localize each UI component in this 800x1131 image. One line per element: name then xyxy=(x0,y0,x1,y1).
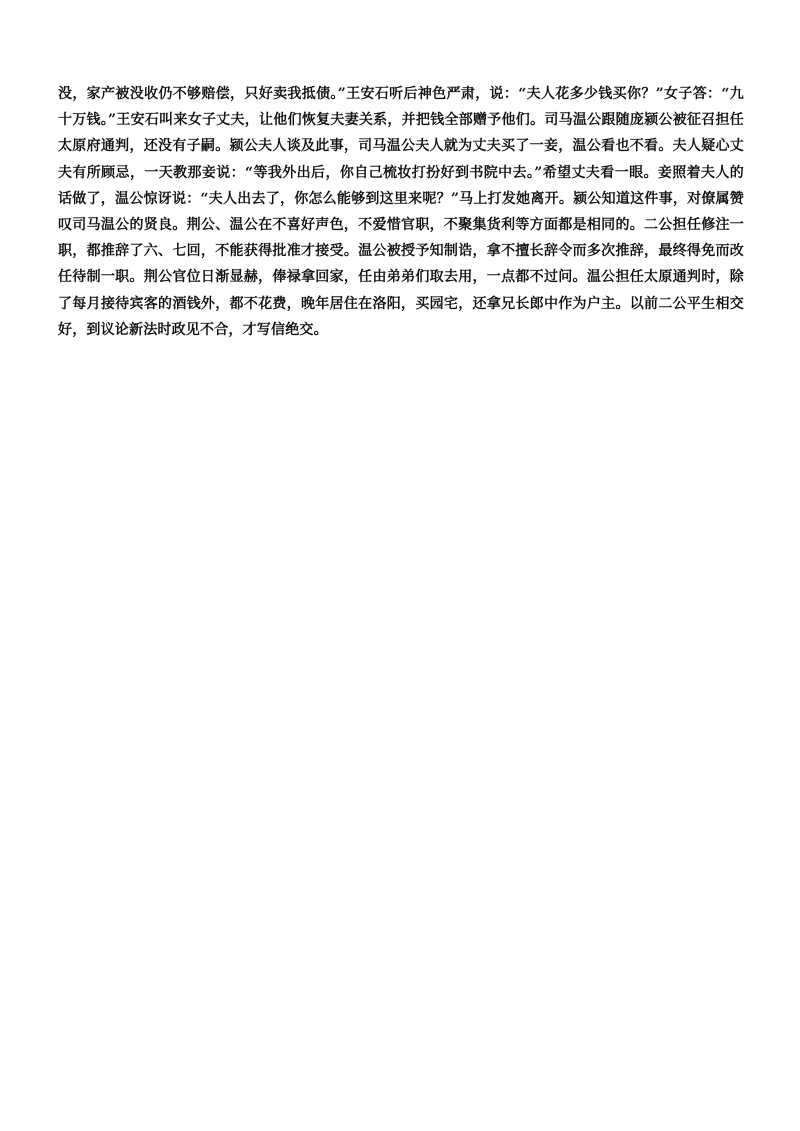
body-paragraph: 没，家产被没收仍不够赔偿，只好卖我抵债。”王安石听后神色严肃，说：“夫人花多少钱买你？”女子答：“九十万钱。”王安石叫来女子丈夫，让他们恢复夫妻关系，并把钱全部赠予他们。司马温公跟随庞颍公被征召担任太原府通判，还没有子嗣。颍公夫人谈及此事，司马温公夫人就为丈夫买了一妾，温公看也不看。夫人疑心丈夫有所顾忌，一天教那妾说：“等我外出后，你自己梳妆打扮好到书院中去。”希望丈夫看一眼。妾照着夫人的话做了，温公惊讶说：“夫人出去了，你怎么能够到这里来呢？”马上打发她离开。颍公知道这件事，对僚属赞叹司马温公的贤良。荆公、温公在不喜好声色，不爱惜官职，不聚集货利等方面都是相同的。二公担任修注一职，都推辞了六、七回，不能获得批准才接受。温公被授予知制诰，拿不擅长辞令而多次推辞，最终得免而改任待制一职。荆公官位日渐显赫，俸禄拿回家，任由弟弟们取去用，一点都不过问。温公担任太原通判时，除了每月接待宾客的酒钱外，都不花费，晚年居住在洛阳，买园宅，还拿兄长郎中作为户主。以前二公平生相交好，到议论新法时政见不合，才写信绝交。 xyxy=(58,86,744,338)
